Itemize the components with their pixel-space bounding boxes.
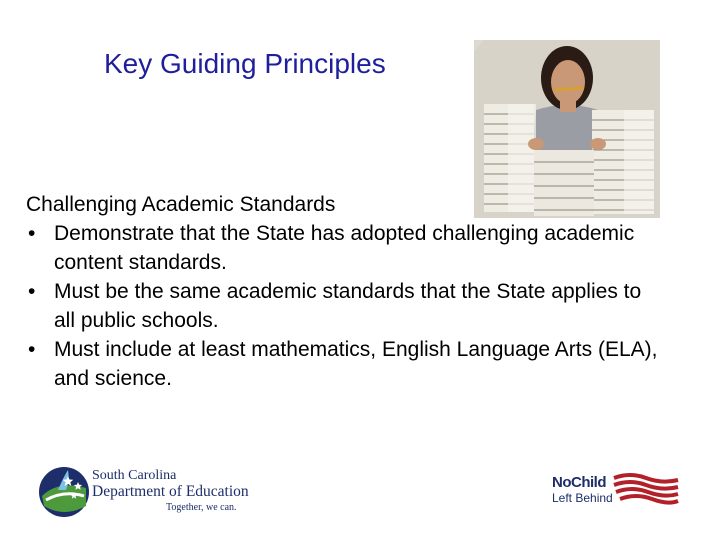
- sc-logo-line1: South Carolina: [92, 468, 177, 483]
- bullet-item: • Must be the same academic standards that the State applies to all public schools.: [26, 277, 666, 335]
- waving-flag-icon: [612, 472, 680, 506]
- palmetto-stars-seal-icon: [38, 466, 90, 518]
- slide-title: Key Guiding Principles: [104, 48, 386, 79]
- no-child-left-behind-logo: [550, 466, 680, 512]
- bullet-item: • Must include at least mathematics, English Language Arts (ELA), and science.: [26, 335, 666, 393]
- nclb-logo-line1: NoChild: [552, 474, 606, 491]
- nclb-logo-line2: Left Behind: [552, 491, 613, 505]
- section-heading: Challenging Academic Standards: [26, 193, 336, 216]
- slide-body: [26, 190, 666, 393]
- bullet-item: • Demonstrate that the State has adopted challenging academic content standards.: [26, 219, 666, 277]
- sc-logo-tagline: Together, we can.: [166, 502, 237, 513]
- sc-logo-line2: Department of Education: [92, 483, 249, 500]
- sc-logo-text: [92, 468, 249, 500]
- sc-department-of-education-logo: [38, 440, 252, 518]
- bullet-list: [26, 219, 666, 393]
